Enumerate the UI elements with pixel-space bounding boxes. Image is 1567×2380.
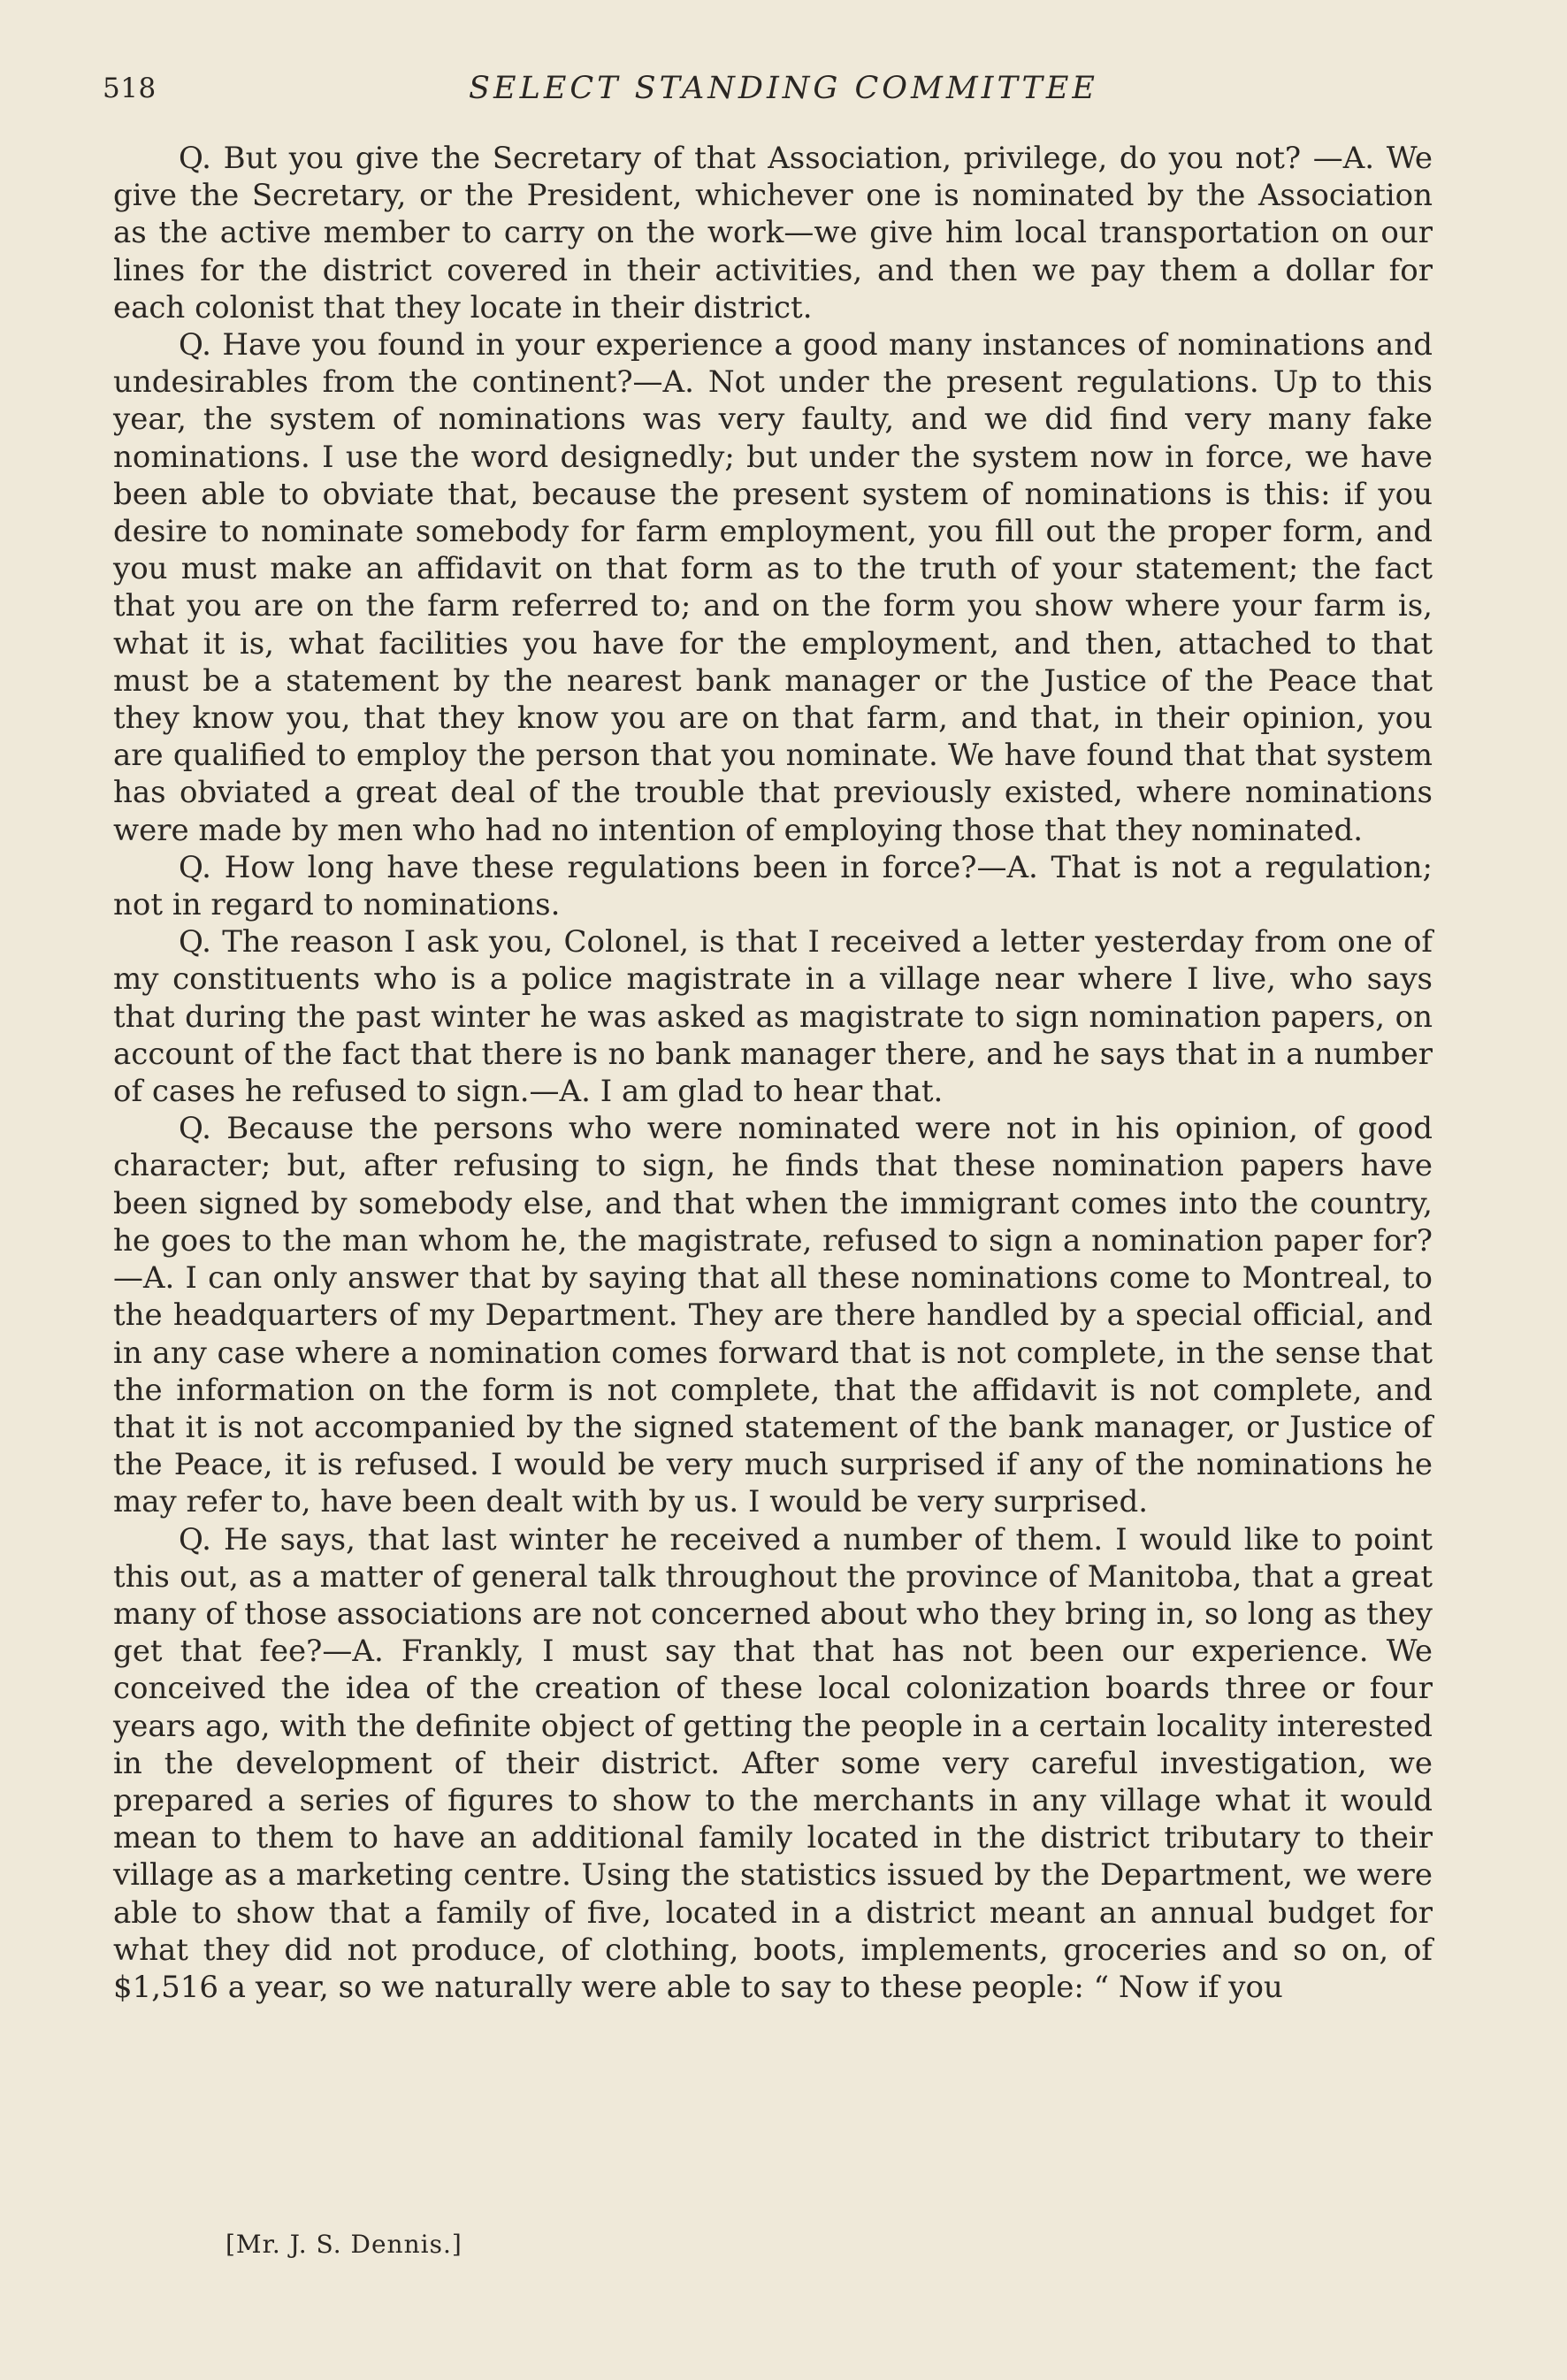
paragraph-colonization-boards: Q. He says, that last winter he received a number of them. I would like to point this out, as a matter of general talk throughout the province of Manitoba, that a great many of those associations are not concerned about who they bring in, so long as they get that fee?—A. Frankly, I must say that that has not been our experience. We conceived the idea of the creation of these local colonization boards three or four years ago, with the definite object of getting the people in a certain locality interested in the development of their district. After some very careful investigation, we prepared a series of figures to show to the merchants in any village what it would mean to them to have an additional family located in the district tributary to their village as a marketing centre. Using the statistics issued by the Department, we were able to show that a family of five, located in a district meant an annual budget for what they did not produce, of clothing, boots, implements, groceries and so on, of $1,516 a year, so we naturally were able to say to these people: “ Now if you: [113, 1521, 1433, 2005]
running-head-title: SELECT STANDING COMMITTEE: [469, 71, 1098, 106]
paragraph-nomination-system: Q. Have you found in your experience a good many instances of nominations and undesirables from the continent?—A. Not under the present regulations. Up to this year, the system of nominations was very faulty, and we did find very many fake nominations. I use the word designedly; but under the system now in force, we have been able to obviate that, because the present system of nominations is this: if you desire to nominate somebody for farm employment, you fill out the proper form, and you must make an affidavit on that form as to the truth of your statement; the fact that you are on the farm referred to; and on the form you show where your farm is, what it is, what facilities you have for the employment, and then, attached to that must be a statement by the nearest bank manager or the Justice of the Peace that they know you, that they know you are on that farm, and that, in their opinion, you are qualified to employ the person that you nominate. We have found that that system has obviated a great deal of the trouble that previously existed, where nominations were made by men who had no intention of employing those that they nominated.: [113, 327, 1433, 848]
paragraph-nomination-papers: Q. Because the persons who were nominated were not in his opinion, of good character; but, after refusing to sign, he finds that these nomination papers have been signed by somebody else, and that when the immigrant comes into the country, he goes to the man whom he, the magistrate, refused to sign a nomination paper for?—A. I can only answer that by saying that all these nominations come to Montreal, to the headquarters of my Department. They are there handled by a special official, and in any case where a nomination comes forward that is not complete, in the sense that the information on the form is not complete, that the affidavit is not complete, and that it is not accompanied by the signed statement of the bank manager, or Justice of the Peace, it is refused. I would be very much surprised if any of the nominations he may refer to, have been dealt with by us. I would be very surprised.: [113, 1111, 1433, 1520]
body-text: [113, 140, 1433, 2006]
speaker-footnote: [Mr. J. S. Dennis.]: [225, 2230, 462, 2259]
paragraph-regulations-in-force: Q. How long have these regulations been in force?—A. That is not a regulation; not in regard to nominations.: [113, 849, 1433, 923]
paragraph-magistrate-letter: Q. The reason I ask you, Colonel, is that I received a letter yesterday from one of my constituents who is a police magistrate in a village near where I live, who says that during the past winter he was asked as magistrate to sign nomination papers, on account of the fact that there is no bank manager there, and he says that in a number of cases he refused to sign.—A. I am glad to hear that.: [113, 924, 1433, 1110]
paragraph-transportation-privilege: Q. But you give the Secretary of that Association, privilege, do you not? —A. We give the Secretary, or the President, whichever one is nominated by the Association as the active member to carry on the work—we give him local transportation on our lines for the district covered in their activities, and then we pay them a dollar for each colonist that they locate in their district.: [113, 141, 1433, 325]
page-number: 518: [103, 73, 157, 104]
